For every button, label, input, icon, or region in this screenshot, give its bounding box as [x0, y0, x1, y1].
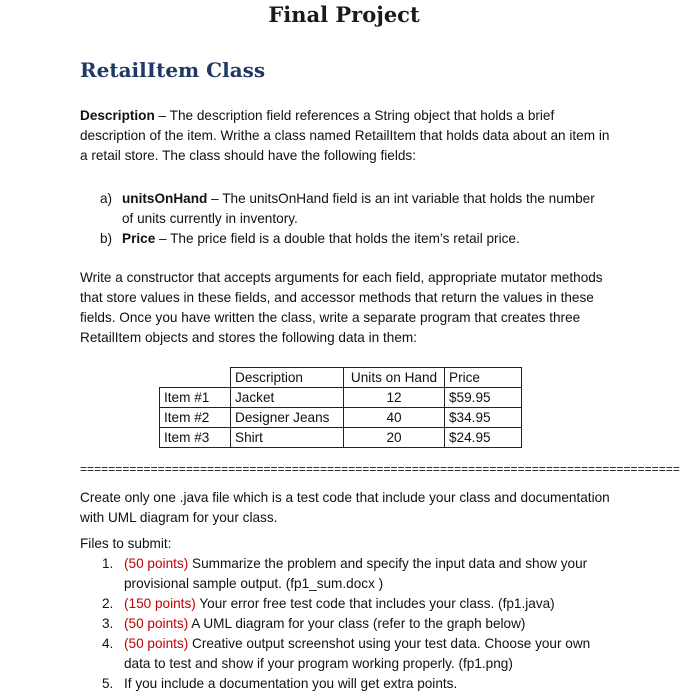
list-number: 3. [102, 616, 114, 631]
points-label: (50 points) [124, 556, 189, 571]
separator-line: ===================================================================================== [80, 462, 680, 476]
list-item [102, 554, 612, 594]
field-name: Price [122, 231, 156, 246]
table-header-empty [160, 368, 231, 388]
table-cell-description: Jacket [231, 388, 344, 408]
table-cell-price: $59.95 [445, 388, 522, 408]
list-number: 2. [102, 596, 114, 611]
table-header-description: Description [231, 368, 344, 388]
field-item-units [100, 189, 600, 229]
table-header-price: Price [445, 368, 522, 388]
table-cell-units: 12 [344, 388, 445, 408]
table-cell-units: 20 [344, 428, 445, 448]
table-header-units: Units on Hand [344, 368, 445, 388]
points-label: (150 points) [124, 596, 196, 611]
list-text: Summarize the problem and specify the input data and show your provisional sample output. (fp1_sum.docx ) [124, 556, 588, 591]
list-number: 5. [102, 676, 114, 691]
submission-list [102, 554, 612, 694]
table-row [160, 388, 522, 408]
list-text: A UML diagram for your class (refer to the graph below) [188, 616, 526, 631]
table-cell-price: $24.95 [445, 428, 522, 448]
list-text: Your error free test code that includes your class. (fp1.java) [195, 596, 555, 611]
points-label: (50 points) [124, 616, 189, 631]
files-to-submit-label: Files to submit: [80, 536, 172, 551]
description-label: Description [80, 108, 155, 123]
table-cell-units: 40 [344, 408, 445, 428]
table-cell-price: $34.95 [445, 408, 522, 428]
table-cell-description: Shirt [231, 428, 344, 448]
field-marker: a) [100, 191, 113, 206]
list-item [102, 674, 612, 694]
list-item [102, 634, 612, 674]
field-text: – The price field is a double that holds the item’s retail price. [155, 231, 520, 246]
list-number: 4. [102, 636, 114, 651]
retail-items-table [159, 367, 522, 448]
field-name: unitsOnHand [122, 191, 208, 206]
field-item-price [100, 229, 600, 249]
list-text: Creative output screenshot using your test data. Choose your own data to test and show if your program working properly. (fp1.png) [124, 636, 591, 671]
table-cell-description: Designer Jeans [231, 408, 344, 428]
note-paragraph: Create only one .java file which is a test code that include your class and documentation with UML diagram for your class. [80, 490, 610, 525]
description-paragraph [80, 106, 610, 166]
list-number: 1. [102, 556, 114, 571]
field-text: – The unitsOnHand field is an int variable that holds the number of units currently in inventory. [122, 191, 595, 226]
table-cell-item: Item #1 [160, 388, 231, 408]
table-row [160, 428, 522, 448]
table-row [160, 408, 522, 428]
field-marker: b) [100, 231, 113, 246]
list-text: If you include a documentation you will get extra points. [124, 676, 458, 691]
table-header-row [160, 368, 522, 388]
description-text: – The description field references a String object that holds a brief description of the item. Writhe a class named RetailItem that holds data about an item in a retail store. The class should have the following fields: [80, 108, 610, 163]
constructor-paragraph: Write a constructor that accepts arguments for each field, appropriate mutator methods that store values in these fields, and accessor methods that return the values in these fields. Once you have written the class, write a separate program that creates three RetailItem objects and stores the following data in them: [80, 270, 603, 345]
list-item [102, 614, 612, 634]
document-title: Final Project [268, 2, 420, 27]
table-cell-item: Item #3 [160, 428, 231, 448]
fields-list [100, 189, 600, 249]
points-label: (50 points) [124, 636, 189, 651]
list-item [102, 594, 612, 614]
section-heading: RetailItem Class [80, 58, 266, 82]
table-cell-item: Item #2 [160, 408, 231, 428]
